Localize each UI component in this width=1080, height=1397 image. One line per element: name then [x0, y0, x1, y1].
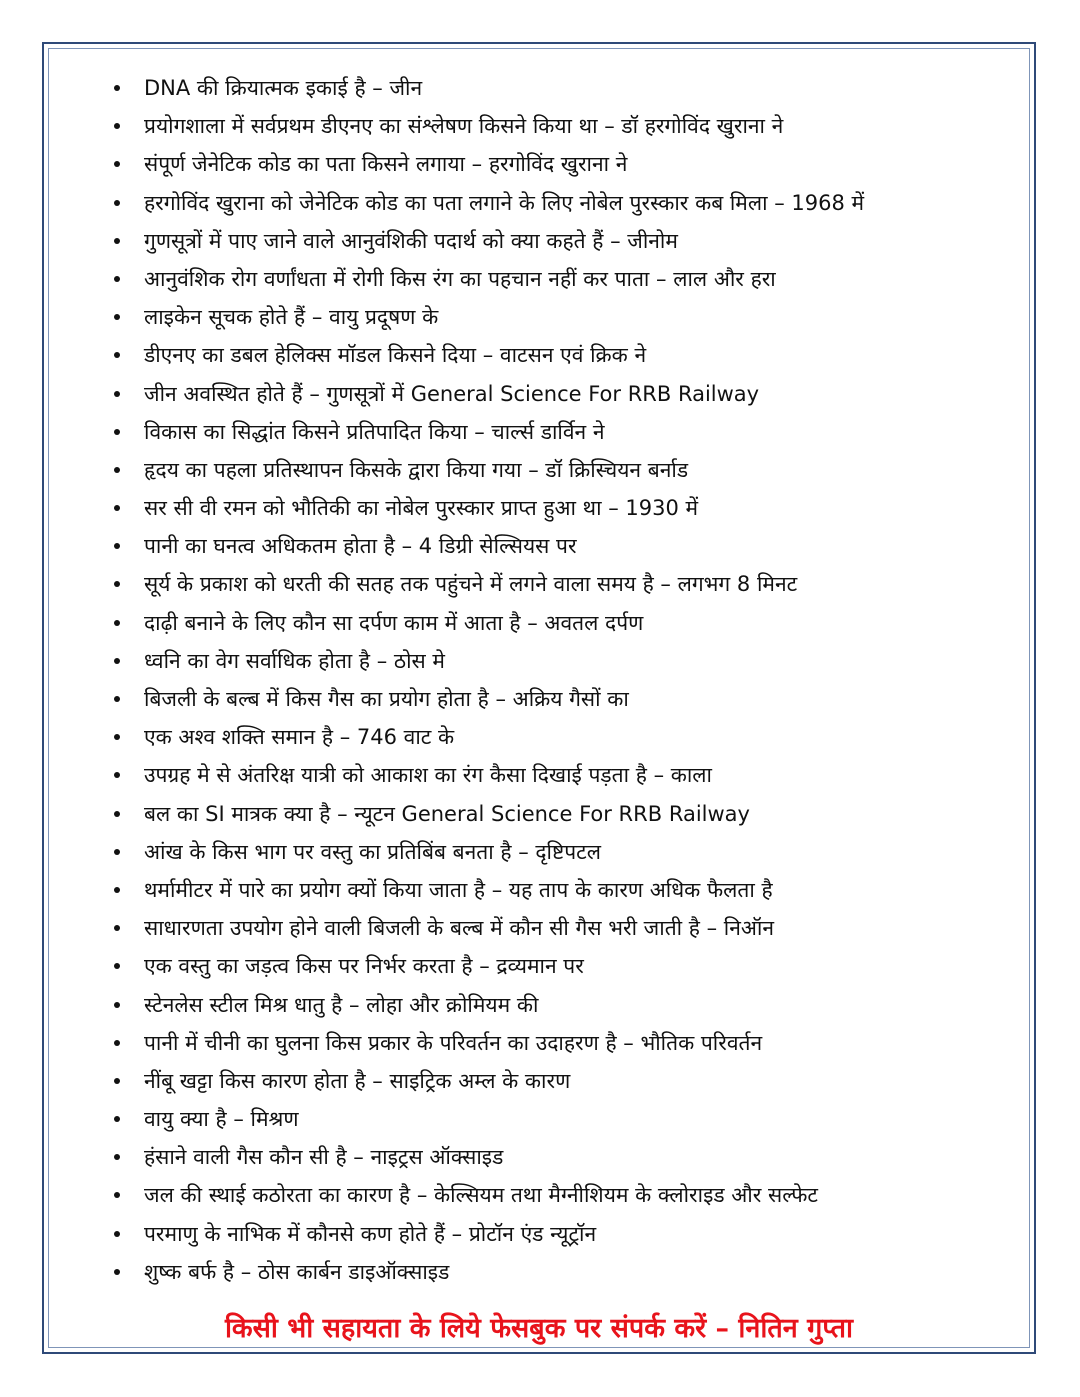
fact-text: आनुवंशिक रोग वर्णांधता में रोगी किस रंग का पहचान नहीं कर पाता – लाल और हरा [144, 266, 776, 291]
list-item [108, 451, 1008, 489]
fact-text: परमाणु के नाभिक में कौनसे कण होते हैं – प्रोटॉन एंड न्यूट्रॉन [144, 1221, 597, 1246]
list-item [108, 1138, 1008, 1176]
fact-text: पानी में चीनी का घुलना किस प्रकार के परिवर्तन का उदाहरण है – भौतिक परिवर्तन [144, 1030, 763, 1055]
fact-text: वायु क्या है – मिश्रण [144, 1107, 299, 1132]
fact-text: डीएनए का डबल हेलिक्स मॉडल किसने दिया – वाटसन एवं क्रिक ने [144, 343, 647, 368]
bullet-icon [114, 887, 120, 893]
bullet-icon [114, 543, 120, 549]
list-item [108, 184, 1008, 222]
list-item [108, 527, 1008, 565]
fact-text: शुष्क बर्फ है – ठोस कार्बन डाइऑक्साइड [144, 1259, 450, 1284]
bullet-icon [114, 696, 120, 702]
bullet-icon [114, 505, 120, 511]
bullet-icon [114, 161, 120, 167]
list-item [108, 871, 1008, 909]
fact-text: सर सी वी रमन को भौतिकी का नोबेल पुरस्कार प्राप्त हुआ था – 1930 में [144, 496, 699, 521]
bullet-icon [114, 1154, 120, 1160]
fact-text: हंसाने वाली गैस कौन सी है – नाइट्रस ऑक्साइड [144, 1145, 504, 1170]
fact-text: हरगोविंद खुराना को जेनेटिक कोड का पता लगाने के लिए नोबेल पुरस्कार कब मिला – 1968 में [144, 190, 865, 215]
fact-text: स्टेनलेस स्टील मिश्र धातु है – लोहा और क्रोमियम की [144, 992, 539, 1017]
list-item [108, 336, 1008, 374]
footer-contact-note: किसी भी सहायता के लिये फेसबुक पर संपर्क करें – नितिन गुप्ता [224, 1313, 854, 1344]
list-item [108, 1062, 1008, 1100]
list-item [108, 222, 1008, 260]
fact-text: प्रयोगशाला में सर्वप्रथम डीएनए का संश्लेषण किसने किया था – डॉ हरगोविंद खुराना ने [144, 114, 784, 139]
fact-text: हृदय का पहला प्रतिस्थापन किसके द्वारा किया गया – डॉ क्रिस्चियन बर्नाड [144, 457, 689, 482]
bullet-icon [114, 467, 120, 473]
fact-text: पानी का घनत्व अधिकतम होता है – 4 डिग्री सेल्सियस पर [144, 534, 577, 559]
fact-text: साधारणता उपयोग होने वाली बिजली के बल्ब में कौन सी गैस भरी जाती है – निऑन [144, 916, 775, 941]
list-item [108, 718, 1008, 756]
list-item [108, 680, 1008, 718]
bullet-icon [114, 1002, 120, 1008]
fact-text: जीन अवस्थित होते हैं – गुणसूत्रों में General Science For RRB Railway [144, 381, 760, 406]
list-item [108, 107, 1008, 145]
list-item [108, 642, 1008, 680]
bullet-icon [114, 1078, 120, 1084]
fact-text: नींबू खट्टा किस कारण होता है – साइट्रिक अम्ल के कारण [144, 1068, 571, 1093]
fact-text: एक वस्तु का जड़त्व किस पर निर्भर करता है – द्रव्यमान पर [144, 954, 584, 979]
bullet-icon [114, 772, 120, 778]
list-item [108, 947, 1008, 985]
list-item [108, 604, 1008, 642]
bullet-icon [114, 811, 120, 817]
bullet-icon [114, 1192, 120, 1198]
bullet-icon [114, 314, 120, 320]
fact-text: उपग्रह मे से अंतरिक्ष यात्री को आकाश का रंग कैसा दिखाई पड़ता है – काला [144, 763, 712, 788]
fact-text: एक अश्व शक्ति समान है – 746 वाट के [144, 725, 455, 750]
fact-text: आंख के किस भाग पर वस्तु का प्रतिबिंब बनता है – दृष्टिपटल [144, 839, 601, 864]
list-item [108, 1024, 1008, 1062]
fact-text: DNA की क्रियात्मक इकाई है – जीन [144, 76, 423, 100]
fact-text: दाढ़ी बनाने के लिए कौन सा दर्पण काम में आता है – अवतल दर्पण [144, 610, 644, 635]
list-item [108, 756, 1008, 794]
fact-list [108, 69, 1008, 1291]
bullet-icon [114, 276, 120, 282]
list-item [108, 413, 1008, 451]
list-item [108, 145, 1008, 183]
list-item [108, 1253, 1008, 1291]
bullet-icon [114, 1116, 120, 1122]
fact-text: संपूर्ण जेनेटिक कोड का पता किसने लगाया – हरगोविंद खुराना ने [144, 152, 628, 177]
fact-text: लाइकेन सूचक होते हैं – वायु प्रदूषण के [144, 305, 439, 330]
bullet-icon [114, 200, 120, 206]
bullet-icon [114, 581, 120, 587]
bullet-icon [114, 429, 120, 435]
list-item [108, 489, 1008, 527]
list-item [108, 375, 1008, 413]
bullet-icon [114, 238, 120, 244]
list-item [108, 69, 1008, 107]
list-item [108, 565, 1008, 603]
bullet-icon [114, 85, 120, 91]
fact-text: बल का SI मात्रक क्या है – न्यूटन General Science For RRB Railway [144, 801, 750, 826]
bullet-icon [114, 1231, 120, 1237]
fact-text: सूर्य के प्रकाश को धरती की सतह तक पहुंचने में लगने वाला समय है – लगभग 8 मिनट [144, 572, 798, 597]
bullet-icon [114, 352, 120, 358]
bullet-icon [114, 658, 120, 664]
list-item [108, 1215, 1008, 1253]
bullet-icon [114, 849, 120, 855]
fact-text: थर्मामीटर में पारे का प्रयोग क्यों किया जाता है – यह ताप के कारण अधिक फैलता है [144, 877, 773, 902]
list-item [108, 1176, 1008, 1214]
bullet-icon [114, 391, 120, 397]
list-item [108, 795, 1008, 833]
fact-text: ध्वनि का वेग सर्वाधिक होता है – ठोस मे [144, 648, 445, 673]
bullet-icon [114, 734, 120, 740]
bullet-icon [114, 963, 120, 969]
list-item [108, 833, 1008, 871]
bullet-icon [114, 1269, 120, 1275]
bullet-icon [114, 1040, 120, 1046]
list-item [108, 909, 1008, 947]
fact-text: गुणसूत्रों में पाए जाने वाले आनुवंशिकी पदार्थ को क्या कहते हैं – जीनोम [144, 228, 678, 253]
bullet-icon [114, 123, 120, 129]
fact-text: बिजली के बल्ब में किस गैस का प्रयोग होता है – अक्रिय गैसों का [144, 687, 629, 711]
fact-text: विकास का सिद्धांत किसने प्रतिपादित किया – चार्ल्स डार्विन ने [144, 419, 605, 444]
list-item [108, 260, 1008, 298]
list-item [108, 298, 1008, 336]
list-item [108, 986, 1008, 1024]
bullet-icon [114, 925, 120, 931]
fact-text: जल की स्थाई कठोरता का कारण है – केल्सियम तथा मैग्नीशियम के क्लोराइड और सल्फेट [144, 1183, 819, 1208]
list-item [108, 1100, 1008, 1138]
bullet-icon [114, 620, 120, 626]
